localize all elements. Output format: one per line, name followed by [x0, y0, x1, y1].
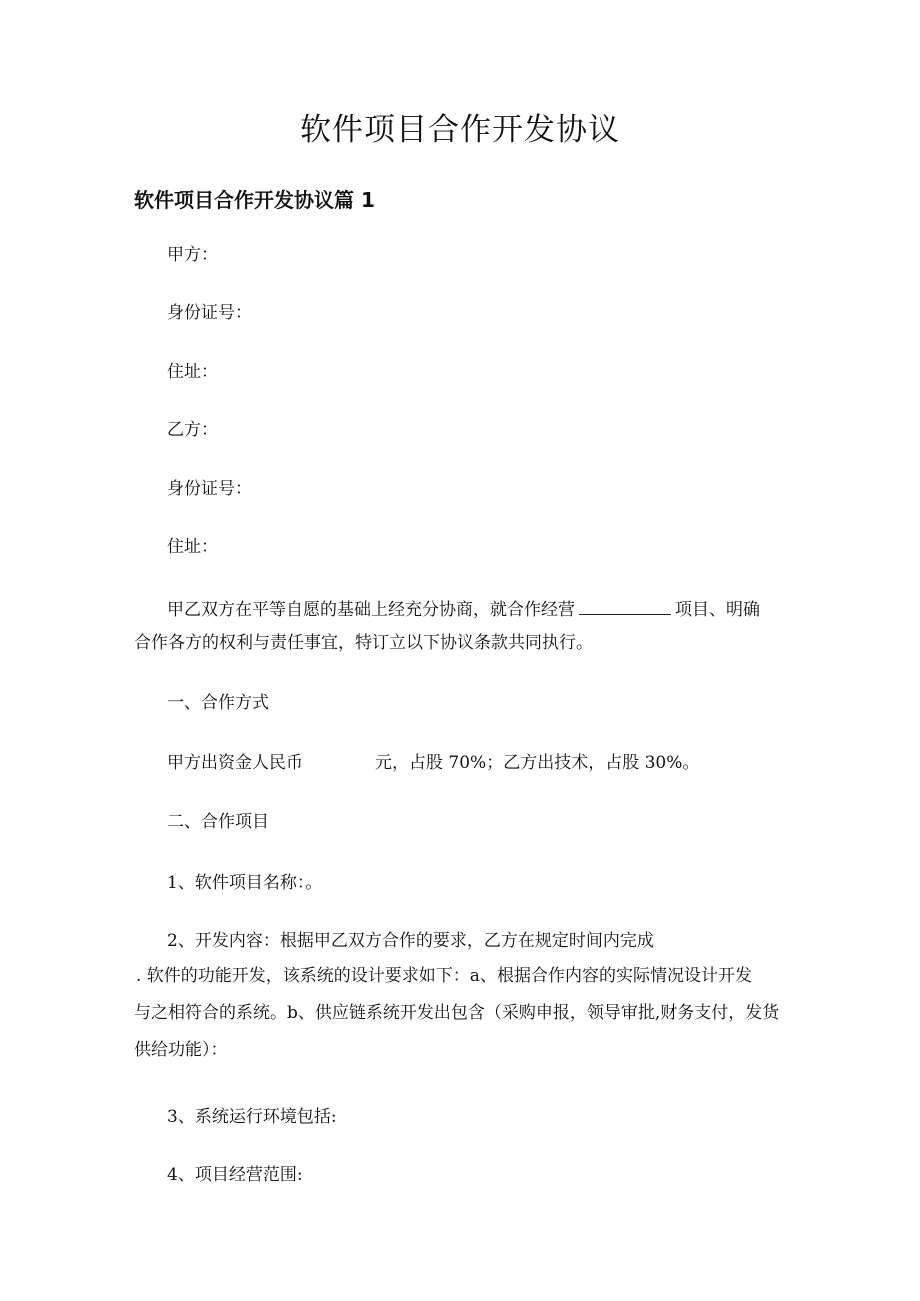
item-2-line-2: . 软件的功能开发，该系统的设计要求如下：a、根据合作内容的实际情况设计开发: [136, 966, 752, 986]
party-a-label: 甲方：: [167, 245, 218, 265]
item-2-line-3: 与之相符合的系统。b、供应链系统开发出包含（采购申报，领导审批,财务支付，发货: [134, 1003, 780, 1023]
section-heading: 软件项目合作开发协议篇 1: [134, 188, 375, 212]
project-blank: [579, 597, 671, 615]
section-1-text-2: 元，占股 70%；乙方出技术，占股 30%。: [375, 753, 700, 773]
document-title: 软件项目合作开发协议: [300, 112, 620, 148]
party-b-label: 乙方：: [167, 420, 218, 440]
section-1-title: 一、合作方式: [167, 693, 269, 713]
intro-text-2: 项目、明确: [675, 600, 760, 620]
party-a-address-label: 住址：: [167, 362, 218, 382]
section-1-body: [167, 751, 699, 775]
party-a-id-label: 身份证号：: [167, 303, 252, 323]
section-1-text-1: 甲方出资金人民币: [167, 753, 303, 773]
intro-text-1: 甲乙双方在平等自愿的基础上经充分协商，就合作经营: [167, 600, 575, 620]
intro-line-1: [167, 597, 760, 622]
item-3: 3、系统运行环境包括:: [167, 1107, 337, 1127]
intro-line-2: 合作各方的权利与责任事宜，特订立以下协议条款共同执行。: [134, 633, 593, 653]
item-2-line-4: 供给功能）：: [134, 1040, 228, 1060]
party-b-address-label: 住址：: [167, 537, 218, 557]
item-4: 4、项目经营范围:: [167, 1165, 303, 1185]
item-2-line-1: 2、开发内容：根据甲乙双方合作的要求，乙方在规定时间内完成: [167, 931, 654, 951]
item-1: 1、软件项目名称：。: [167, 873, 323, 893]
section-2-title: 二、合作项目: [167, 812, 269, 832]
party-b-id-label: 身份证号：: [167, 479, 252, 499]
